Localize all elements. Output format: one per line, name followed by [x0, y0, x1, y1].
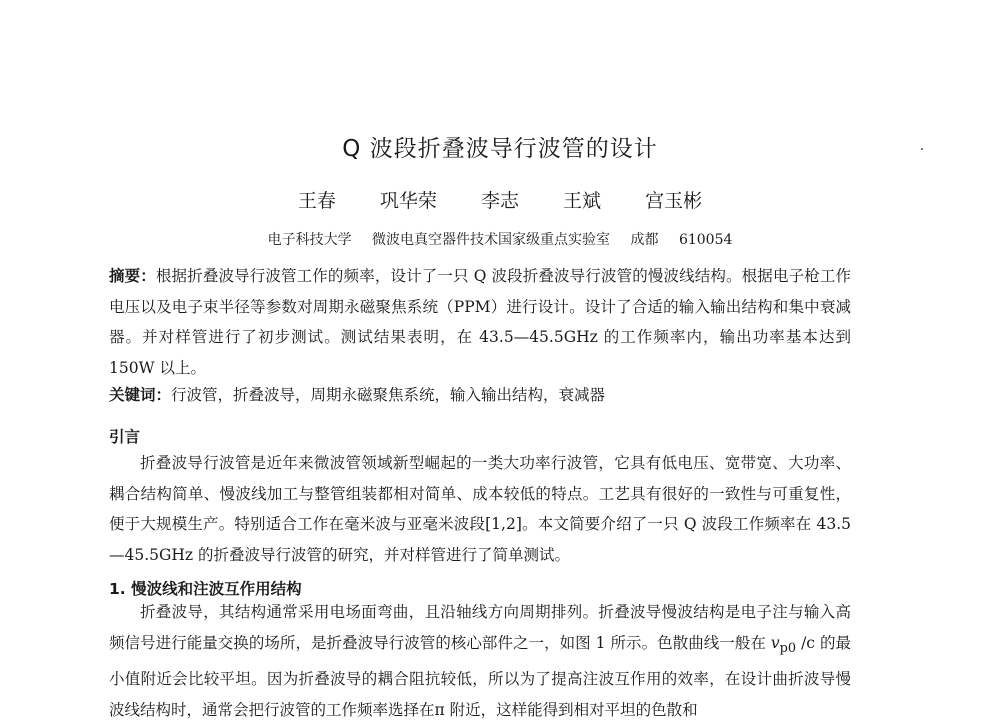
affiliation-university: 电子科技大学: [267, 232, 352, 248]
paper-title: Q 波段折叠波导行波管的设计: [342, 136, 658, 162]
author-name: 宫玉彬: [645, 190, 703, 212]
author-name: 巩华荣: [379, 190, 437, 212]
abstract-text: 根据折叠波导行波管工作的频率，设计了一只 Q 波段折叠波导行波管的慢波线结构。根据电子枪工作电压以及电子束半径等参数对周期永磁聚焦系统（PPM）进行设计。设计了合适的输入输出结构和集中衰减器。并对样管进行了初步测试。测试结果表明，在 43.5—45.5GHz 的工作频率内，输出功率基本达到 150W 以上。: [109, 267, 851, 377]
author-name: 王春: [297, 190, 336, 212]
abstract: [109, 261, 851, 383]
intro-heading: 引言: [109, 428, 141, 446]
affiliation: [0, 229, 1000, 249]
keywords: [109, 380, 851, 411]
section1-text-a: 折叠波导，其结构通常采用电场面弯曲，且沿轴线方向周期排列。折叠波导慢波结构是电子注与输入高频信号进行能量交换的场所，是折叠波导行波管的核心部件之一，如图 1 所示。色散曲线一般在: [109, 603, 851, 652]
phase-velocity-subscript: p0: [779, 640, 797, 656]
affiliation-city: 成都: [630, 232, 659, 248]
keywords-text: 行波管，折叠波导，周期永磁聚焦系统，输入输出结构，衰减器: [171, 386, 606, 404]
section1-text-b: /c 的最小值附近会比较平坦。因为折叠波导的耦合阻抗较低，所以为了提高注波互作用的效率，在设计曲折波导慢波线结构时，通常会把行波管的工作频率选择在π 附近，这样能得到相对平坦的色散和: [109, 633, 851, 719]
section1-heading: 1. 慢波线和注波互作用结构: [109, 580, 302, 598]
keywords-label: 关键词：: [109, 386, 172, 404]
author-name: 李志: [480, 190, 519, 212]
affiliation-postcode: 610054: [678, 232, 733, 248]
author-name: 王斌: [563, 190, 602, 212]
affiliation-lab: 微波电真空器件技术国家级重点实验室: [372, 232, 611, 248]
phase-velocity-symbol: v: [770, 633, 780, 652]
abstract-label: 摘要：: [109, 267, 156, 285]
section1-paragraph: [109, 597, 851, 725]
intro-paragraph: 折叠波导行波管是近年来微波管领域新型崛起的一类大功率行波管，它具有低电压、宽带宽、大功率、耦合结构简单、慢波线加工与整管组装都相对简单、成本较低的特点。工艺具有很好的一致性与可重复性，便于大规模生产。特别适合工作在毫米波与亚毫米波段[1,2]。本文简要介绍了一只 Q 波段工作频率在 43.5—45.5GHz 的折叠波导行波管的研究，并对样管进行了简单测试。: [109, 454, 851, 564]
author-list: [0, 186, 1000, 213]
